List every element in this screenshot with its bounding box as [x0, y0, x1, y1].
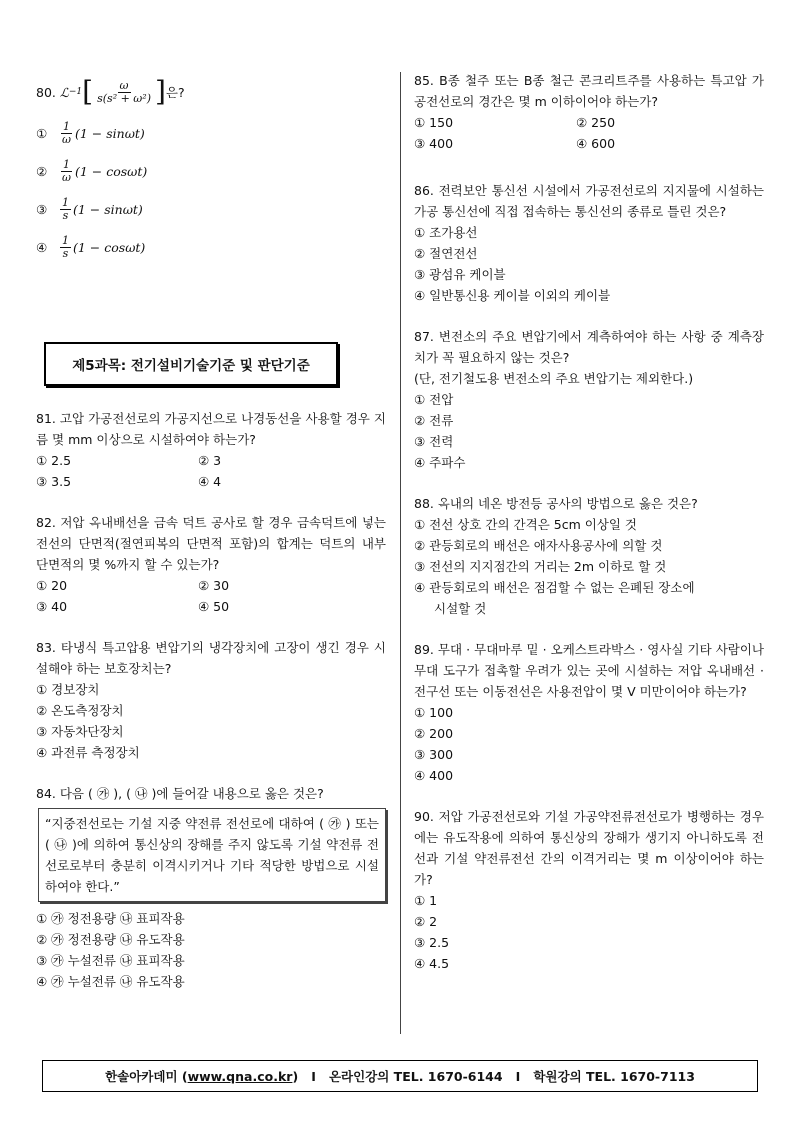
- option-expression: (1 − sinωt): [74, 125, 145, 141]
- question-stem: 85. B종 철주 또는 B종 철근 콘크리트주를 사용하는 특고압 가공전선로의 경간은 몇 m 이하이어야 하는가?: [414, 73, 764, 109]
- option-3[interactable]: ③ ㉮ 누설전류 ㉯ 표피작용: [36, 953, 185, 968]
- fraction-numerator: 1: [62, 233, 69, 247]
- option-fraction: [60, 235, 71, 260]
- fraction-numerator: 1: [62, 157, 70, 171]
- option-1[interactable]: ① 조가용선: [414, 225, 478, 240]
- question-stem: 83. 타냉식 특고압용 변압기의 냉각장치에 고장이 생긴 경우 시설해야 하는 보호장치는?: [36, 640, 386, 676]
- option-4[interactable]: ④ 관등회로의 배선은 점검할 수 없는 은폐된 장소에: [414, 580, 695, 595]
- option-2[interactable]: ② 2: [414, 914, 438, 929]
- footer-separator: I: [515, 1068, 521, 1084]
- option-2[interactable]: ② 3: [198, 453, 222, 468]
- option-3[interactable]: ③ 400: [414, 136, 454, 151]
- fraction-denominator: s(s² + ω²): [97, 91, 151, 105]
- question-86: [414, 180, 764, 306]
- option-4[interactable]: ④ 주파수: [414, 455, 466, 470]
- option-3[interactable]: ③ 3.5: [36, 474, 72, 489]
- fraction-denominator: ω: [62, 170, 71, 184]
- footer-offline-tel: 학원강의 TEL. 1670-7113: [533, 1069, 695, 1084]
- option-2[interactable]: ② ㉮ 정전용량 ㉯ 유도작용: [36, 932, 185, 947]
- option-1[interactable]: ① 경보장치: [36, 682, 100, 697]
- option-mark: ④: [36, 239, 48, 255]
- footer-url-link[interactable]: www.qna.co.kr: [187, 1068, 293, 1084]
- question-87: [414, 326, 764, 473]
- option-3[interactable]: ③ 2.5: [414, 935, 450, 950]
- column-divider: [400, 72, 401, 1034]
- option-mark: ②: [36, 163, 48, 179]
- fraction-denominator: s: [62, 246, 69, 260]
- option-3[interactable]: ③ 전선의 지지점간의 거리는 2m 이하로 할 것: [414, 559, 667, 574]
- question-83: [36, 637, 386, 763]
- option-2[interactable]: ② 250: [576, 115, 616, 130]
- question-stem: 89. 무대 · 무대마루 밑 · 오케스트라박스 · 영사실 기타 사람이나 무대 도구가 접촉할 우려가 있는 곳에 시설하는 저압 옥내배선 · 전구선 또는 이동전선은 사용전압이 몇 V 미만이어야 하는가?: [414, 642, 764, 699]
- right-column: [414, 70, 764, 994]
- question-stem: 81. 고압 가공전선로의 가공지선으로 나경동선을 사용할 경우 지름 몇 mm 이상으로 시설하여야 하는가?: [36, 411, 386, 447]
- footer-academy: 한솔아카데미 (: [105, 1069, 188, 1084]
- option-2[interactable]: [36, 152, 386, 190]
- option-1[interactable]: [36, 114, 386, 152]
- question-stem: 86. 전력보안 통신선 시설에서 가공전선로의 지지물에 시설하는 가공 통신선에 직접 접속하는 통신선의 종류로 틀린 것은?: [414, 183, 764, 219]
- question-82: [36, 512, 386, 617]
- option-expression: (1 − cosωt): [73, 239, 146, 255]
- section-title: 제5과목: 전기설비기술기준 및 판단기준: [44, 342, 338, 386]
- question-88: [414, 493, 764, 619]
- question-stem: 90. 저압 가공전선로와 기설 가공약전류전선로가 병행하는 경우에는 유도작용에 의하여 통신상의 장해가 생기지 아니하도록 전선과 기설 약전류전선 간의 이격거리는 몇 m 이상이어야 하는가?: [414, 809, 764, 887]
- options: [36, 450, 386, 492]
- option-1[interactable]: ① 전선 상호 간의 간격은 5cm 이상일 것: [414, 517, 637, 532]
- option-1[interactable]: ① 100: [414, 705, 454, 720]
- right-bracket: ]: [154, 75, 166, 108]
- option-3[interactable]: ③ 광섬유 케이블: [414, 267, 506, 282]
- option-3[interactable]: ③ 40: [36, 599, 68, 614]
- question-81: [36, 408, 386, 492]
- option-1[interactable]: ① 150: [414, 115, 454, 130]
- question-stem: 87. 변전소의 주요 변압기에서 계측하여야 하는 사항 중 계측장치가 꼭 필요하지 않는 것은?: [414, 329, 764, 365]
- option-expression: (1 − sinωt): [73, 201, 143, 217]
- fraction-denominator: ω: [62, 132, 71, 146]
- option-mark: ③: [36, 201, 48, 217]
- option-4[interactable]: ④ 과전류 측정장치: [36, 745, 140, 760]
- question-stem: 82. 저압 옥내배선을 금속 덕트 공사로 할 경우 금속덕트에 넣는 전선의 단면적(절연피복의 단면적 포함)의 합계는 덕트의 내부 단면적의 몇 %까지 할 수 있는가?: [36, 515, 386, 572]
- option-expression: (1 − cosωt): [74, 163, 148, 179]
- options: [414, 112, 764, 154]
- option-4[interactable]: ④ 600: [576, 136, 616, 151]
- option-4[interactable]: ④ ㉮ 누설전류 ㉯ 유도작용: [36, 974, 185, 989]
- option-3[interactable]: [36, 190, 386, 228]
- footer-online-tel: 온라인강의 TEL. 1670-6144: [328, 1069, 503, 1084]
- option-1[interactable]: ① ㉮ 정전용량 ㉯ 표피작용: [36, 911, 185, 926]
- option-1[interactable]: ① 1: [414, 893, 438, 908]
- quote-box: “지중전선로는 기설 지중 약전류 전선로에 대하여 ( ㉮ ) 또는 ( ㉯ )에 의하여 통신상의 장해를 주지 않도록 기설 약전류 전선로로부터 충분히 이격시키거나 기타 적당한 방법으로 시설하여야 한다.”: [38, 808, 386, 902]
- option-4[interactable]: ④ 400: [414, 768, 454, 783]
- option-1[interactable]: ① 20: [36, 578, 68, 593]
- question-90: [414, 806, 764, 974]
- option-1[interactable]: ① 전압: [414, 392, 454, 407]
- option-3[interactable]: ③ 자동차단장치: [36, 724, 124, 739]
- option-1[interactable]: ① 2.5: [36, 453, 72, 468]
- option-2[interactable]: ② 30: [198, 578, 230, 593]
- left-column: [36, 70, 386, 1012]
- question-stem: 88. 옥내의 네온 방전등 공사의 방법으로 옳은 것은?: [414, 496, 698, 511]
- option-fraction: [60, 121, 73, 146]
- option-4[interactable]: ④ 일반통신용 케이블 이외의 케이블: [414, 288, 611, 303]
- fraction-numerator: 1: [62, 195, 69, 209]
- option-2[interactable]: ② 200: [414, 726, 454, 741]
- option-2[interactable]: ② 관등회로의 배선은 애자사용공사에 의할 것: [414, 538, 663, 553]
- fraction-denominator: s: [62, 208, 69, 222]
- laplace-fraction: [95, 80, 153, 105]
- option-4-continued: 시설할 것: [434, 601, 487, 616]
- fraction-numerator: ω: [119, 78, 129, 92]
- question-89: [414, 639, 764, 786]
- question-84: [36, 783, 386, 992]
- question-85: [414, 70, 764, 154]
- option-3[interactable]: ③ 300: [414, 747, 454, 762]
- option-2[interactable]: ② 전류: [414, 413, 454, 428]
- option-4[interactable]: ④ 4.5: [414, 956, 450, 971]
- question-note: (단, 전기철도용 변전소의 주요 변압기는 제외한다.): [414, 371, 694, 386]
- question-suffix: 은?: [165, 84, 185, 100]
- option-2[interactable]: ② 절연전선: [414, 246, 478, 261]
- left-bracket: [: [82, 75, 94, 108]
- question-stem: 84. 다음 ( ㉮ ), ( ㉯ )에 들어갈 내용으로 옳은 것은?: [36, 786, 324, 801]
- option-fraction: [60, 159, 73, 184]
- footer-bar: [42, 1060, 758, 1092]
- laplace-operator: ℒ: [59, 84, 69, 100]
- inverse-superscript: −1: [68, 86, 83, 97]
- question-80: [36, 70, 386, 266]
- option-4[interactable]: [36, 228, 386, 266]
- question-number: 80.: [36, 84, 56, 100]
- option-4[interactable]: ④ 50: [198, 599, 230, 614]
- footer-paren: ): [292, 1068, 299, 1084]
- footer-separator: I: [311, 1068, 316, 1084]
- option-2[interactable]: ② 온도측정장치: [36, 703, 124, 718]
- fraction-numerator: 1: [62, 119, 70, 133]
- option-3[interactable]: ③ 전력: [414, 434, 454, 449]
- options: [36, 575, 386, 617]
- question-80-stem: [36, 70, 386, 114]
- option-mark: ①: [36, 125, 48, 141]
- option-fraction: [60, 197, 71, 222]
- option-4[interactable]: ④ 4: [198, 474, 222, 489]
